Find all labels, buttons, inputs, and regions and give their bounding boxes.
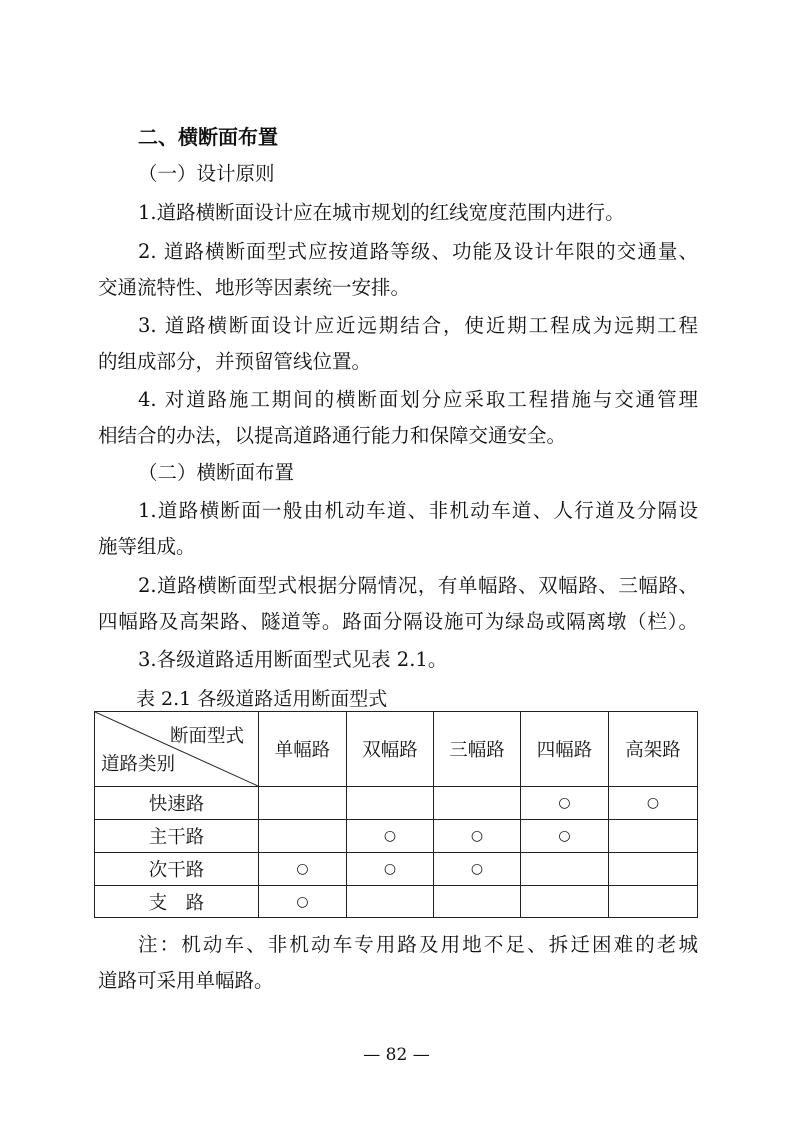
table-cell: ○ <box>347 853 434 886</box>
table-cell <box>609 886 698 918</box>
paragraph-3-line-1: 3. 道路横断面设计应近远期结合，使近期工程成为远期工程 <box>138 314 698 337</box>
column-header: 单幅路 <box>259 712 347 787</box>
table-cell <box>434 787 521 820</box>
table-cell <box>347 886 434 918</box>
column-header: 四幅路 <box>521 712 609 787</box>
row-label: 主干路 <box>95 820 259 853</box>
table-header-row <box>95 712 698 787</box>
table-cell: ○ <box>434 820 521 853</box>
note-line-1: 注：机动车、非机动车专用路及用地不足、拆迁困难的老城 <box>138 933 698 956</box>
paragraph-6-line-1: 2.道路横断面型式根据分隔情况，有单幅路、双幅路、三幅路、 <box>138 574 698 597</box>
table-cell <box>259 787 347 820</box>
paragraph-6-line-2: 四幅路及高架路、隧道等。路面分隔设施可为绿岛或隔离墩（栏）。 <box>98 610 698 633</box>
row-label: 次干路 <box>95 853 259 886</box>
section-title: 二、横断面布置 <box>138 125 278 149</box>
row-label: 快速路 <box>95 787 259 820</box>
table-cell <box>259 820 347 853</box>
table-row <box>95 820 698 853</box>
table-cell <box>609 853 698 886</box>
page-number: — 82 — <box>363 1045 430 1065</box>
paragraph-7: 3.各级道路适用断面型式见表 2.1。 <box>138 648 448 671</box>
table-cell <box>521 853 609 886</box>
corner-row-header: 道路类别 <box>101 754 176 775</box>
table-row <box>95 787 698 820</box>
paragraph-4-line-1: 4. 对道路施工期间的横断面划分应采取工程措施与交通管理 <box>138 388 698 411</box>
cross-section-table <box>94 711 698 918</box>
column-header: 三幅路 <box>434 712 521 787</box>
table-cell <box>434 886 521 918</box>
table-cell: ○ <box>609 787 698 820</box>
paragraph-2-line-1: 2. 道路横断面型式应按道路等级、功能及设计年限的交通量、 <box>138 240 698 263</box>
paragraph-2-line-2: 交通流特性、地形等因素统一安排。 <box>98 276 411 299</box>
table-cell: ○ <box>259 886 347 918</box>
table-cell: ○ <box>259 853 347 886</box>
table-cell: ○ <box>347 820 434 853</box>
table-row <box>95 853 698 886</box>
column-header: 双幅路 <box>347 712 434 787</box>
table-row <box>95 886 698 918</box>
table-cell <box>521 886 609 918</box>
subsection-title-layout: （二）横断面布置 <box>138 461 295 484</box>
paragraph-5-line-2: 施等组成。 <box>98 535 196 558</box>
subsection-title-design-principles: （一）设计原则 <box>138 162 275 185</box>
note-line-2: 道路可采用单幅路。 <box>98 969 274 992</box>
paragraph-3-line-2: 的组成部分，并预留管线位置。 <box>98 350 372 373</box>
table-cell: ○ <box>521 787 609 820</box>
paragraph-1: 1.道路横断面设计应在城市规划的红线宽度范围内进行。 <box>138 201 625 224</box>
paragraph-5-line-1: 1.道路横断面一般由机动车道、非机动车道、人行道及分隔设 <box>138 499 698 522</box>
table-cell <box>609 820 698 853</box>
table-cell <box>347 787 434 820</box>
table-cell: ○ <box>434 853 521 886</box>
table-corner-cell <box>95 712 259 787</box>
table-caption: 表 2.1 各级道路适用断面型式 <box>136 688 388 710</box>
row-label: 支 路 <box>95 886 259 918</box>
corner-column-header: 断面型式 <box>169 726 244 747</box>
paragraph-4-line-2: 相结合的办法，以提高道路通行能力和保障交通安全。 <box>98 424 567 447</box>
table-cell: ○ <box>521 820 609 853</box>
column-header: 高架路 <box>609 712 698 787</box>
